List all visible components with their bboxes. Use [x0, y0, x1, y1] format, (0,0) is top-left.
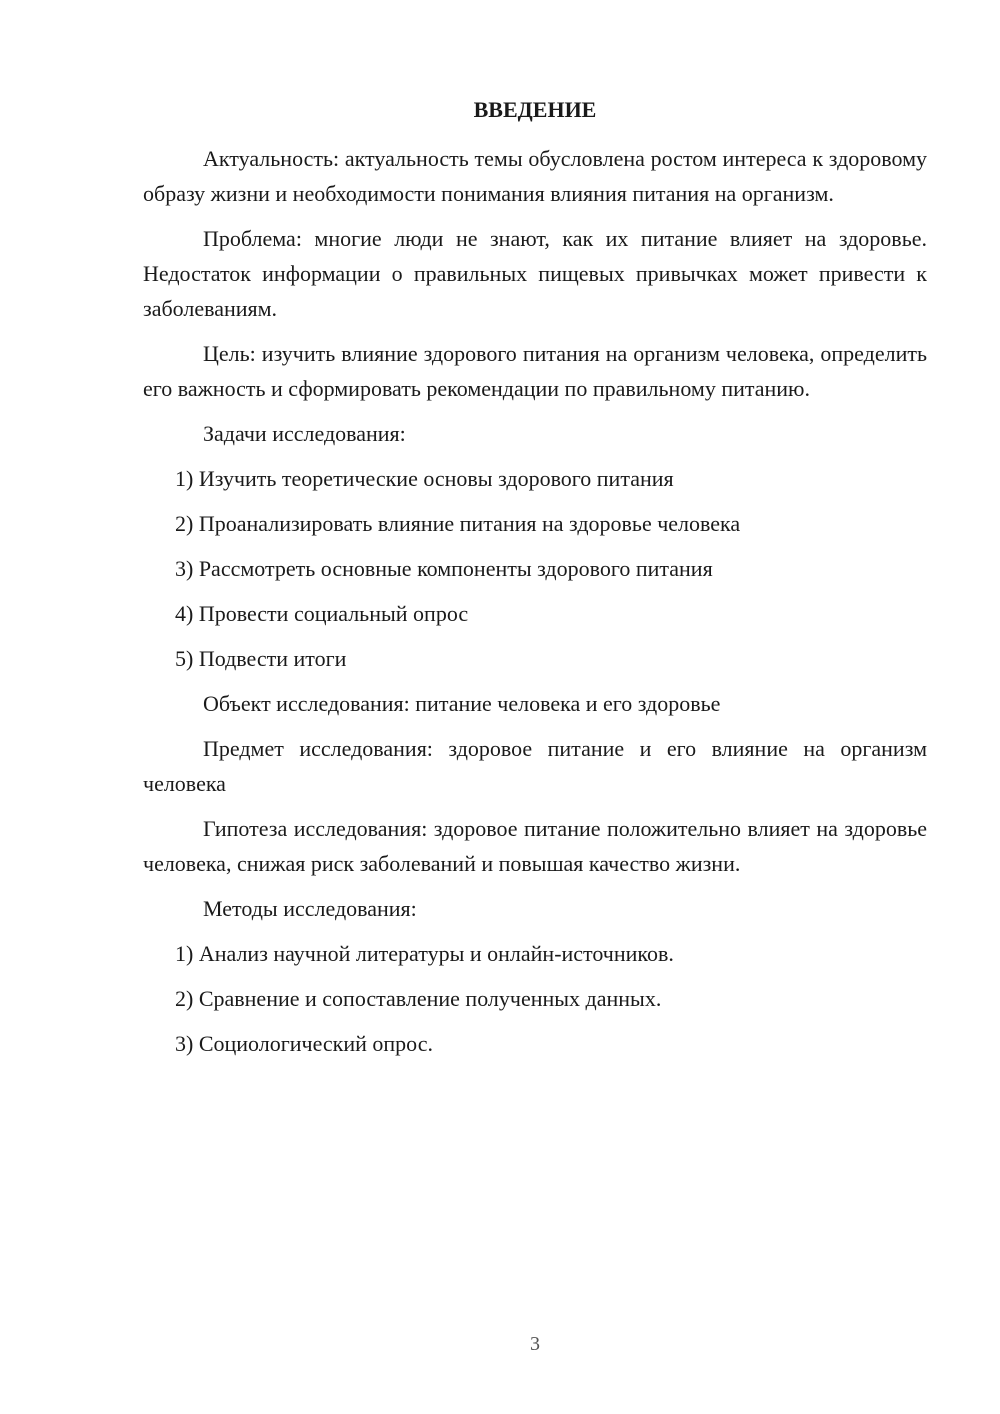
problem-paragraph: Проблема: многие люди не знают, как их питание влияет на здоровье. Недостаток информации о правильных пищевых привычках может привести к заболеваниям. [143, 226, 927, 321]
document-body [143, 96, 927, 1071]
tasks-title: Задачи исследования: [203, 421, 406, 446]
task-item-2: 2) Проанализировать влияние питания на здоровье человека [175, 511, 741, 536]
method-item-2: 2) Сравнение и сопоставление полученных данных. [175, 986, 662, 1011]
page-title: ВВЕДЕНИЕ [473, 97, 597, 122]
methods-title: Методы исследования: [203, 896, 417, 921]
task-item-5: 5) Подвести итоги [175, 646, 347, 671]
task-item-4: 4) Провести социальный опрос [175, 601, 469, 626]
method-item-3: 3) Социологический опрос. [175, 1031, 433, 1056]
task-item-3: 3) Рассмотреть основные компоненты здорового питания [175, 556, 713, 581]
method-item-1: 1) Анализ научной литературы и онлайн-источников. [175, 941, 674, 966]
goal-paragraph: Цель: изучить влияние здорового питания на организм человека, определить его важность и сформировать рекомендации по правильному питанию. [143, 341, 927, 401]
object-paragraph: Объект исследования: питание человека и его здоровье [203, 691, 721, 716]
subject-paragraph: Предмет исследования: здоровое питание и его влияние на организм человека [143, 736, 927, 796]
relevance-paragraph: Актуальность: актуальность темы обусловлена ростом интереса к здоровому образу жизни и необходимости понимания влияния питания на организм. [143, 146, 927, 206]
task-item-1: 1) Изучить теоретические основы здорового питания [175, 466, 674, 491]
page-number: 3 [530, 1333, 540, 1355]
hypothesis-paragraph: Гипотеза исследования: здоровое питание положительно влияет на здоровье человека, снижая риск заболеваний и повышая качество жизни. [143, 816, 927, 876]
